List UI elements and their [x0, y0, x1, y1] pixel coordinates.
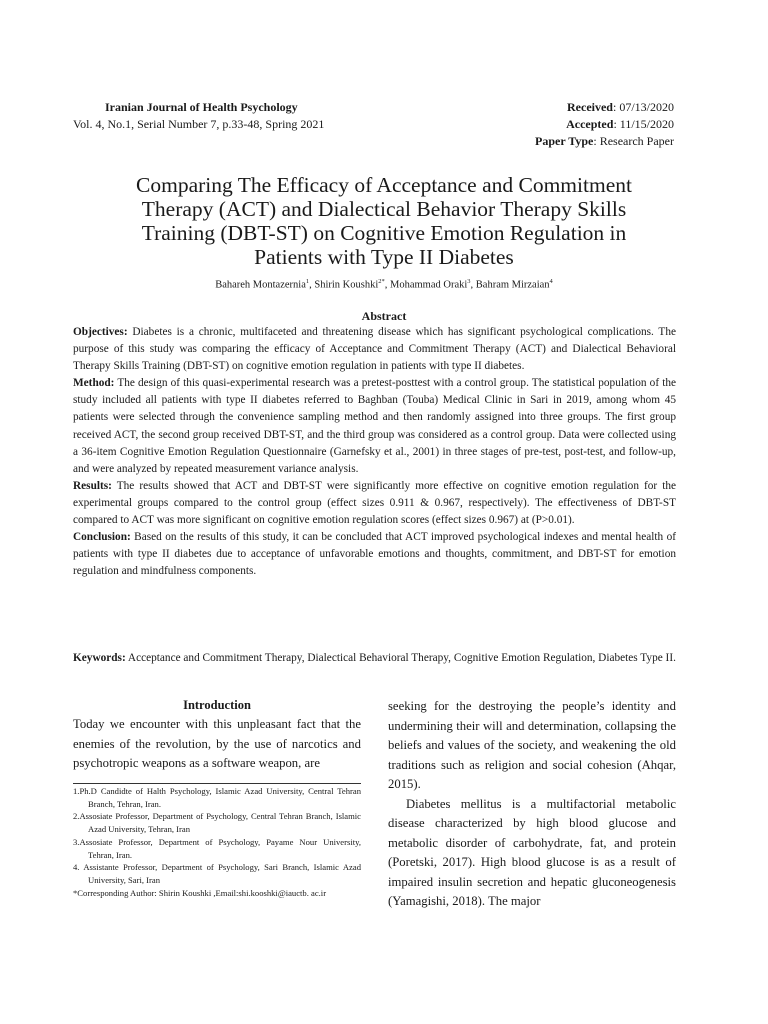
accepted-date: Accepted: 11/15/2020: [566, 117, 674, 131]
journal-name: Iranian Journal of Health Psychology: [105, 100, 298, 114]
author: Bahram Mirzaian: [475, 279, 550, 291]
volume-info: Vol. 4, No.1, Serial Number 7, p.33-48, Spring 2021: [73, 117, 325, 131]
footnote-corresponding: *Corresponding Author: Shirin Koushki ,Email:shi.kooshki@iauctb. ac.ir: [73, 887, 327, 898]
intro-paragraph: Diabetes mellitus is a multifactorial metabolic disease characterized by high blood glucose and metabolic disorder of carbohydrate, fat, and protein (Poretski, 2017). High blood glucose is as a result of impaired insulin secretion and hepatic gluconeogenesis (Yamagishi, 2018). The major: [388, 796, 676, 908]
abstract-heading: Abstract: [361, 309, 407, 323]
abstract-objectives: Objectives: Diabetes is a chronic, multifaceted and threatening disease which has significant psychological complications. The purpose of this study was comparing the efficacy of Acceptance and Commitment Therapy (ACT) and Dialectical Behavioral Therapy Skills Training (DBT-ST) on cognitive emotion regulation in patients with type II diabetes.: [73, 326, 676, 373]
footnote: 2.Assosiate Professor, Department of Psychology, Central Tehran Branch, Islamic Azad University, Tehran, Iran: [73, 811, 361, 835]
publication-dates: [414, 99, 674, 150]
introduction-heading: Introduction: [183, 698, 251, 712]
footnotes: [73, 785, 361, 899]
author: Bahareh Montazernia: [215, 279, 306, 291]
author: Shirin Koushki: [314, 279, 379, 291]
footnote: 4. Assistante Professor, Department of Psychology, Sari Branch, Islamic Azad University, Sari, Iran: [73, 862, 361, 885]
keywords: Keywords: Acceptance and Commitment Therapy, Dialectical Behavioral Therapy, Cognitive Emotion Regulation, Diabetes Type II.: [73, 652, 676, 664]
intro-paragraph: Today we encounter with this unpleasant fact that the enemies of the revolution, by the use of narcotics and psychotropic weapons as a software weapon, are: [73, 717, 361, 770]
author-list: Bahareh Montazernia$^1$, Shirin Koushki$^{2*}$, Mohammad Oraki$^3$, Bahram Mirzaian$^4$: [215, 278, 553, 291]
received-date: Received: 07/13/2020: [567, 100, 674, 114]
footnote-divider: [73, 783, 361, 784]
left-column: [73, 697, 361, 774]
right-column: [388, 697, 676, 912]
intro-paragraph: seeking for the destroying the people’s identity and undermining their will and determination, collapsing the beliefs and values of the society, and weakening the old traditions such as religion and social cohesion (Ahqar, 2015).: [388, 699, 676, 791]
abstract-results: Results: The results showed that ACT and DBT-ST were significantly more effective on cognitive emotion regulation for the experimental groups compared to the control group (effect sizes 0.911 & 0.967, respectively). The effectiveness of DBT-ST compared to ACT was more significant on cognitive emotion regulation scores (effect sizes 0.967) at (P>0.01).: [73, 479, 676, 527]
abstract-method: Method: The design of this quasi-experimental research was a pretest-posttest with a control group. The statistical population of the study included all patients with type II diabetes referred to Baghban (Touba) Medical Clinic in Sari in 2019, among whom 45 patients were selected through the convenience sampling method and then randomly assigned into three groups. The first group received ACT, the second group received DBT-ST, and the third group was considered as a control group. Data were collected using a 36-item Cognitive Emotion Regulation Questionnaire (Garnefsky et al., 2001) in three stages of pre-test, post-test, and follow-up, and were analyzed by repeated measurement variance analysis.: [73, 377, 676, 475]
footnote: 3.Assosiate Professor, Department of Psychology, Payame Nour University, Tehran, Iran.: [73, 836, 361, 860]
footnote: 1.Ph.D Candidte of Halth Psychology, Islamic Azad University, Central Tehran Branch, Tehran, Iran.: [73, 786, 361, 809]
paper-type: Paper Type: Research Paper: [535, 134, 674, 148]
paper-title: Comparing The Efficacy of Acceptance and Commitment Therapy (ACT) and Dialectical Behavior Therapy Skills Training (DBT-ST) on Cognitive Emotion Regulation in Patients with Type II Diabetes: [136, 173, 632, 269]
abstract-conclusion: Conclusion: Based on the results of this study, it can be concluded that ACT improved psychological indexes and mental health of patients with type II diabetes due to acceptance of unfavorable emotions and thoughts, commitment, and DBT-ST for emotion regulation and mindfulness components.: [73, 531, 676, 578]
journal-header: [73, 99, 403, 133]
abstract-body: [73, 324, 676, 580]
author: Mohammad Oraki: [390, 279, 468, 291]
